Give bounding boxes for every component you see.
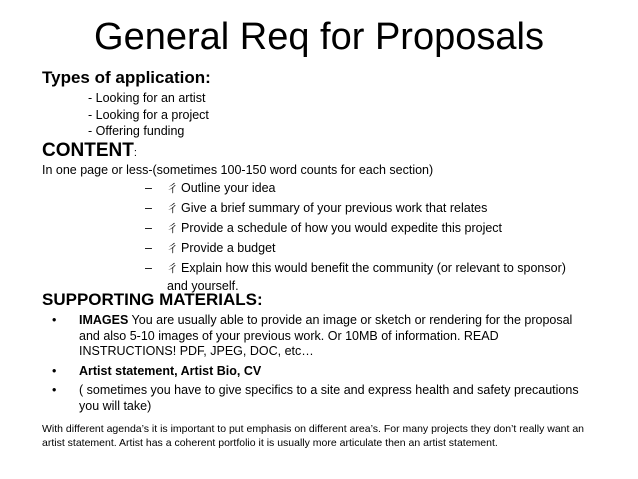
list-item [145, 260, 585, 294]
dash-bullet: – [145, 241, 152, 255]
supporting-heading: SUPPORTING MATERIALS: [42, 290, 263, 309]
bullet-glyph: 彳 [167, 223, 178, 235]
bullet-dot: • [52, 313, 57, 327]
list-item [145, 220, 585, 238]
footnote: With different agenda’s it is important to put emphasis on different area’s. For many projects they don’t really want an artist statement. Artist has a coherent portfolio it is usually more articulate then an artist statement. [42, 423, 585, 449]
list-item-bold: IMAGES [79, 313, 129, 327]
supporting-list [52, 313, 592, 418]
dash-bullet: – [145, 261, 152, 275]
list-item-bold: Artist statement, Artist Bio, CV [79, 363, 262, 378]
bullet-glyph: 彳 [167, 203, 178, 215]
dash-bullet: – [145, 181, 152, 195]
list-item: - Looking for an artist [88, 91, 206, 105]
list-item: - Offering funding [88, 124, 185, 138]
bullet-glyph: 彳 [167, 183, 178, 195]
dash-bullet: – [145, 221, 152, 235]
types-list [88, 90, 209, 140]
types-heading: Types of application: [42, 68, 211, 87]
slide-title: General Req for Proposals [94, 16, 544, 58]
list-item [145, 180, 585, 198]
content-heading [42, 140, 137, 164]
content-heading-text: CONTENT [42, 140, 134, 161]
list-item-text: Provide a budget [181, 241, 276, 255]
list-item-text: Give a brief summary of your previous work that relates [181, 201, 488, 215]
bullet-dot: • [52, 363, 57, 378]
bullet-dot: • [52, 383, 57, 397]
list-item [52, 383, 592, 414]
bullet-glyph: 彳 [167, 263, 178, 275]
list-item [52, 313, 592, 360]
bullet-glyph: 彳 [167, 243, 178, 255]
list-item: - Looking for a project [88, 107, 209, 122]
list-item-text: Provide a schedule of how you would expedite this project [181, 221, 503, 235]
list-item-text: Explain how this would benefit the community (or relevant to sponsor) and yourself. [167, 261, 566, 293]
list-item-text: ( sometimes you have to give specifics to a site and express health and safety precautions you will take) [79, 383, 579, 413]
list-item [145, 200, 585, 218]
list-item [52, 364, 592, 380]
list-item [145, 240, 585, 258]
list-item-text: Outline your idea [181, 181, 276, 195]
dash-bullet: – [145, 201, 152, 215]
content-intro: In one page or less-(sometimes 100-150 word counts for each section) [42, 163, 434, 177]
list-item-text: You are usually able to provide an image or sketch or rendering for the proposal and also 5-10 images of your previous work. Or 10MB of information. READ INSTRUCTIONS! PDF, JPEG, DOC, etc… [79, 313, 573, 358]
content-heading-colon: : [133, 147, 137, 159]
content-list [145, 180, 585, 297]
